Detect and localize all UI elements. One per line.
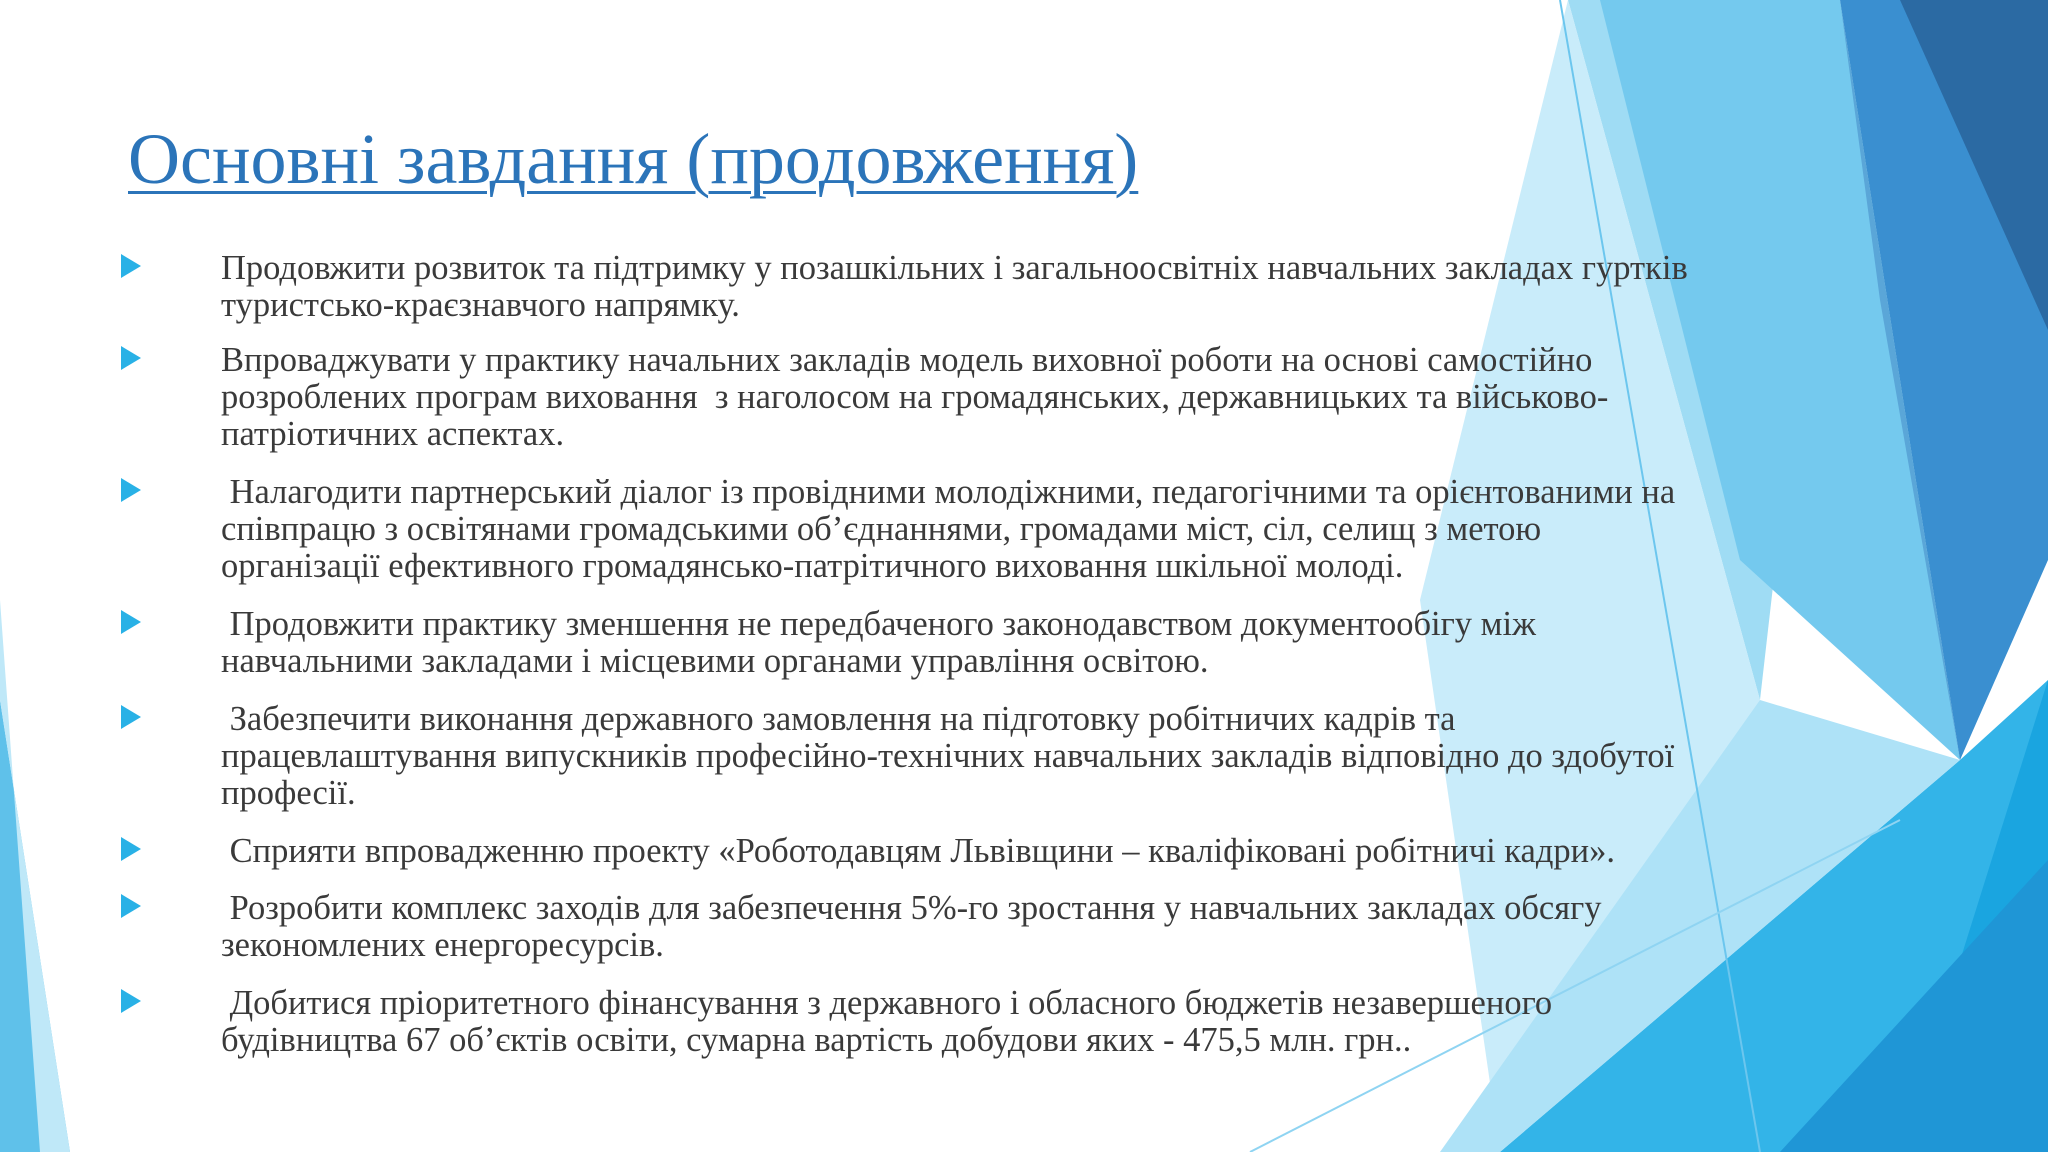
triangle-bullet-icon [121,346,141,370]
bullet-line: працевлаштування випускників професійно-технічних навчальних закладів відповідно до здобутої [221,737,1675,775]
bullet-line: Продовжити практику зменшення не передбаченого законодавством документообігу між [221,605,1536,643]
bullet-line: Сприяти впровадженню проекту «Роботодавцям Львівщини – кваліфіковані робітничі кадри». [221,832,1615,870]
triangle-bullet-icon [121,254,141,278]
triangle-bullet-icon [121,837,141,861]
bullet-text [221,250,1881,324]
bullet-line: Забезпечити виконання державного замовлення на підготовку робітничих кадрів та [221,700,1456,738]
bullet-line: будівництва 67 об’єктів освіти, сумарна вартість добудови яких - 475,5 млн. грн.. [221,1021,1412,1059]
bullet-line: зекономлених енергоресурсів. [221,926,664,964]
bullet-line: професії. [221,774,356,812]
bullet-line: навчальними закладами і місцевими органами управління освітою. [221,642,1209,680]
triangle-bullet-icon [121,610,141,634]
bullet-text [221,474,1881,585]
bullet-line: Добитися пріоритетного фінансування з державного і обласного бюджетів незавершеного [221,984,1553,1022]
bullet-line: Впроваджувати у практику начальних закладів модель виховної роботи на основі самостійно [221,341,1593,379]
bullet-line: співпрацю з освітянами громадськими об’єднаннями, громадами міст, сіл, селищ з метою [221,510,1542,548]
bullet-line: Налагодити партнерський діалог із провідними молодіжними, педагогічними та орієнтованими на [221,473,1676,511]
triangle-bullet-icon [121,989,141,1013]
page-title: Основні завдання (продовження) [128,119,1139,199]
bullet-text [221,342,1881,453]
triangle-bullet-icon [121,478,141,502]
triangle-bullet-icon [121,705,141,729]
bullet-line: туристсько-краєзнавчого напрямку. [221,286,740,324]
bullet-text [221,701,1881,812]
bullet-line: організації ефективного громадянсько-патрітичного виховання шкільної молоді. [221,547,1404,585]
bullet-text [221,833,1881,870]
bullet-line: Розробити комплекс заходів для забезпечення 5%-го зростання у навчальних закладах обсягу [221,889,1602,927]
bullet-line: розроблених програм виховання з наголосом на громадянських, державницьких та військово- [221,378,1609,416]
triangle-bullet-icon [121,894,141,918]
bullet-line: Продовжити розвиток та підтримку у позашкільних і загальноосвітніх навчальних закладах гуртків [221,249,1688,287]
bullet-text [221,606,1881,680]
bullet-line: патріотичних аспектах. [221,415,565,453]
bullet-text [221,985,1881,1059]
bullet-text [221,890,1881,964]
